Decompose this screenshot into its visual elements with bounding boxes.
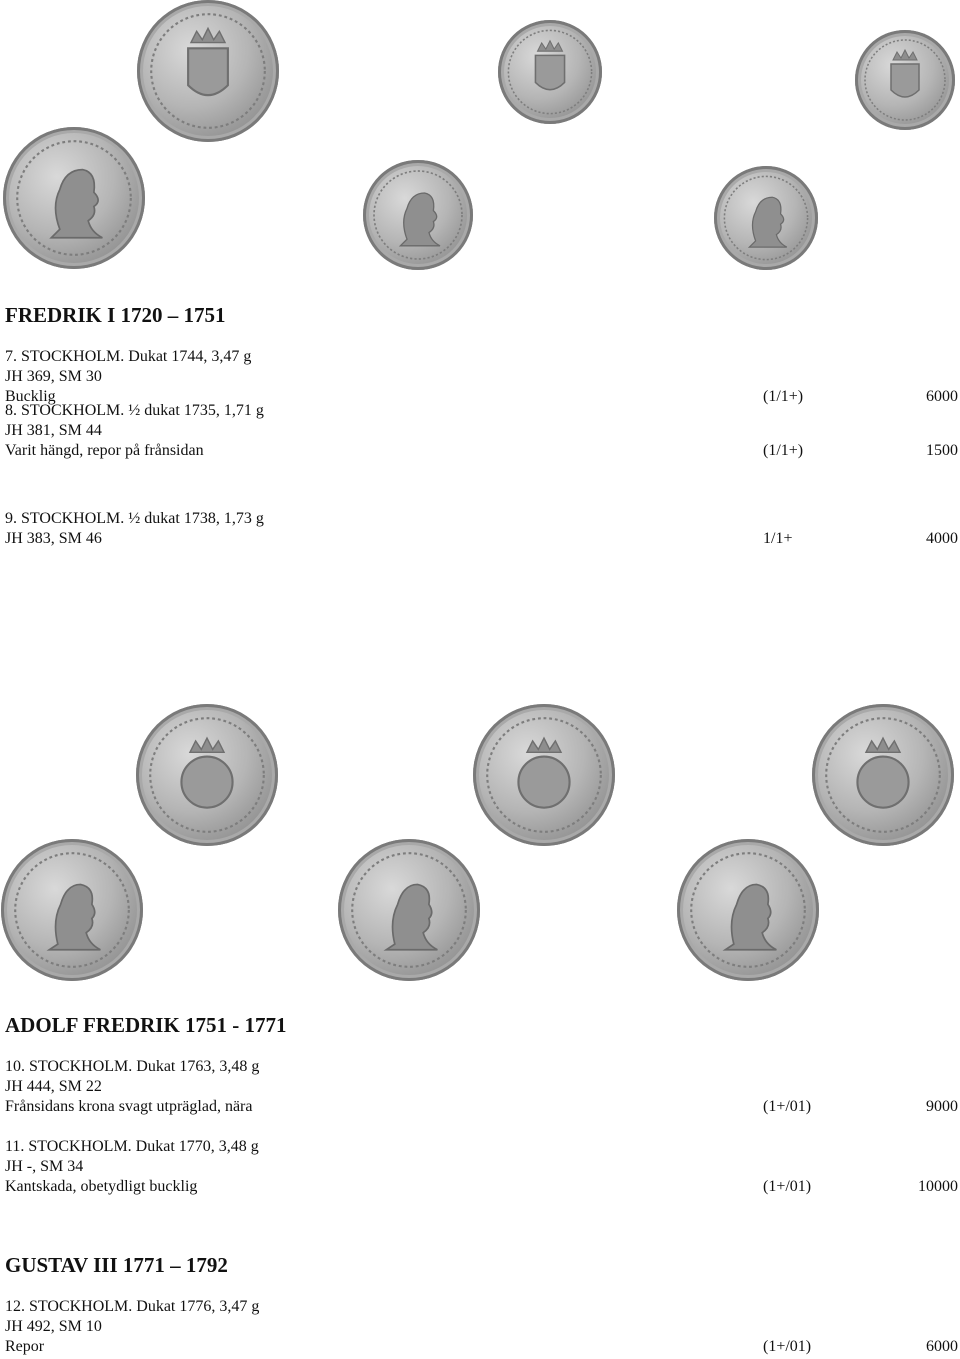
lot-number: 8 bbox=[5, 402, 13, 419]
lot-grade: (1+/01) bbox=[763, 1098, 812, 1115]
lot-condition: Repor bbox=[5, 1338, 45, 1355]
king-portrait-obverse-icon bbox=[363, 160, 473, 270]
lot-grade: 1/1+ bbox=[763, 530, 793, 547]
lot-title: STOCKHOLM. Dukat 1744, 3,47 g bbox=[21, 348, 252, 365]
king-portrait-obverse-icon bbox=[677, 839, 819, 981]
lot-10 bbox=[5, 1057, 958, 1117]
lot-description-line: 10. STOCKHOLM. Dukat 1763, 3,48 g bbox=[5, 1058, 260, 1075]
lot-condition: Kantskada, obetydligt bucklig bbox=[5, 1178, 198, 1195]
lot-grade: (1+/01) bbox=[763, 1338, 812, 1355]
lot-price: 9000 bbox=[926, 1098, 958, 1115]
lot-7 bbox=[5, 347, 958, 407]
crowned-shield-reverse-icon bbox=[855, 30, 955, 130]
lot-9 bbox=[5, 509, 958, 549]
lot-description-line: 11. STOCKHOLM. Dukat 1770, 3,48 g bbox=[5, 1138, 259, 1155]
lot-reference: JH 383, SM 46 bbox=[5, 530, 102, 547]
lot-number: 11 bbox=[5, 1138, 21, 1155]
lot-condition-row bbox=[5, 1337, 958, 1357]
coin-photo-lot-9-obverse bbox=[714, 166, 818, 270]
coin-photo-lot-10-reverse bbox=[136, 704, 278, 846]
lot-number: 7 bbox=[5, 348, 13, 365]
lot-price: 1500 bbox=[926, 442, 958, 459]
lot-description-line: 7. STOCKHOLM. Dukat 1744, 3,47 g bbox=[5, 348, 252, 365]
crowned-shield-reverse-icon bbox=[473, 704, 615, 846]
coin-photo-lot-10-obverse bbox=[1, 839, 143, 981]
crowned-shield-reverse-icon bbox=[137, 0, 279, 142]
coin-photo-lot-12-obverse bbox=[677, 839, 819, 981]
coin-photo-lot-12-reverse bbox=[812, 704, 954, 846]
lot-reference: JH 444, SM 22 bbox=[5, 1078, 102, 1095]
lot-number: 10 bbox=[5, 1058, 21, 1075]
lot-title: STOCKHOLM. ½ dukat 1735, 1,71 g bbox=[21, 402, 264, 419]
lot-condition-row bbox=[5, 1097, 958, 1117]
section-heading-adolf-fredrik: ADOLF FREDRIK 1751 - 1771 bbox=[5, 1013, 287, 1037]
lot-number: 12 bbox=[5, 1298, 21, 1315]
lot-description-line: 12. STOCKHOLM. Dukat 1776, 3,47 g bbox=[5, 1298, 260, 1315]
coin-photo-lot-9-reverse bbox=[855, 30, 955, 130]
lot-number: 9 bbox=[5, 510, 13, 527]
coin-photo-lot-8-obverse bbox=[363, 160, 473, 270]
crowned-shield-reverse-icon bbox=[136, 704, 278, 846]
lot-reference: JH 369, SM 30 bbox=[5, 368, 102, 385]
coin-photo-lot-11-reverse bbox=[473, 704, 615, 846]
lot-condition: Bucklig bbox=[5, 388, 56, 405]
lot-reference: JH 492, SM 10 bbox=[5, 1318, 102, 1335]
lot-condition: Frånsidans krona svagt utpräglad, nära bbox=[5, 1098, 253, 1115]
lot-price: 4000 bbox=[926, 530, 958, 547]
king-portrait-obverse-icon bbox=[714, 166, 818, 270]
lot-reference-row bbox=[5, 529, 958, 549]
lot-description-line: 9. STOCKHOLM. ½ dukat 1738, 1,73 g bbox=[5, 510, 264, 527]
section-heading-fredrik-i: FREDRIK I 1720 – 1751 bbox=[5, 303, 226, 327]
crowned-shield-reverse-icon bbox=[812, 704, 954, 846]
lot-grade: (1+/01) bbox=[763, 1178, 812, 1195]
section-heading-gustav-iii: GUSTAV III 1771 – 1792 bbox=[5, 1253, 228, 1277]
lot-description-line: 8. STOCKHOLM. ½ dukat 1735, 1,71 g bbox=[5, 402, 264, 419]
lot-title: STOCKHOLM. Dukat 1770, 3,48 g bbox=[28, 1138, 259, 1155]
lot-title: STOCKHOLM. Dukat 1763, 3,48 g bbox=[29, 1058, 260, 1075]
lot-grade: (1/1+) bbox=[763, 442, 804, 459]
coin-photo-lot-7-reverse bbox=[137, 0, 279, 142]
coin-photo-lot-7-obverse bbox=[3, 127, 145, 269]
lot-12 bbox=[5, 1297, 958, 1357]
coin-photo-lot-11-obverse bbox=[338, 839, 480, 981]
lot-condition: Varit hängd, repor på frånsidan bbox=[5, 442, 204, 459]
lot-price: 6000 bbox=[926, 1338, 958, 1355]
lot-reference: JH -, SM 34 bbox=[5, 1158, 84, 1175]
lot-grade: (1/1+) bbox=[763, 388, 804, 405]
crowned-shield-reverse-icon bbox=[498, 20, 602, 124]
lot-title: STOCKHOLM. Dukat 1776, 3,47 g bbox=[29, 1298, 260, 1315]
lot-condition-row bbox=[5, 1177, 958, 1197]
king-portrait-obverse-icon bbox=[3, 127, 145, 269]
coin-photo-lot-8-reverse bbox=[498, 20, 602, 124]
lot-title: STOCKHOLM. ½ dukat 1738, 1,73 g bbox=[21, 510, 264, 527]
lot-reference: JH 381, SM 44 bbox=[5, 422, 102, 439]
lot-8 bbox=[5, 401, 958, 461]
lot-condition-row bbox=[5, 441, 958, 461]
lot-price: 10000 bbox=[918, 1178, 958, 1195]
lot-11 bbox=[5, 1137, 958, 1197]
king-portrait-obverse-icon bbox=[1, 839, 143, 981]
lot-price: 6000 bbox=[926, 388, 958, 405]
king-portrait-obverse-icon bbox=[338, 839, 480, 981]
